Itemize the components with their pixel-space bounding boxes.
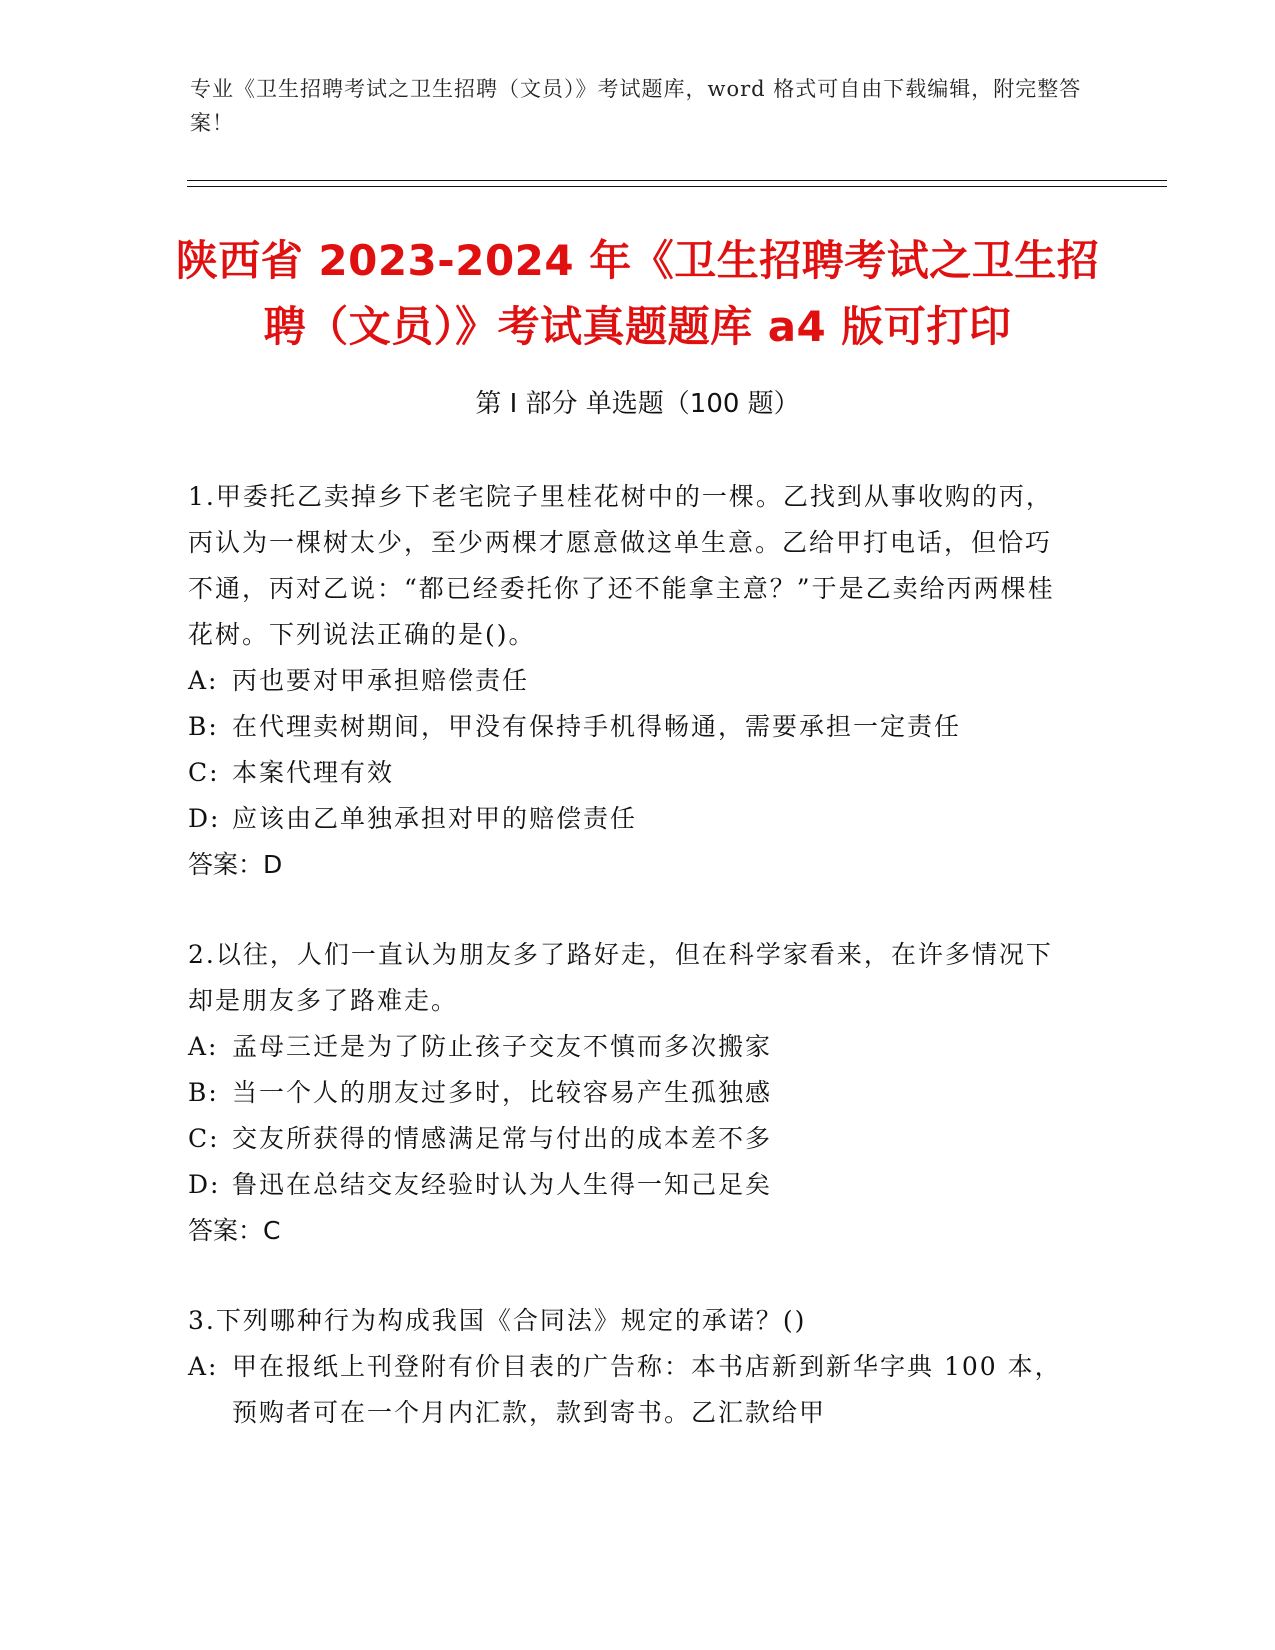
option-a [188, 658, 1078, 704]
section-heading: 第 I 部分 单选题（100 题） [475, 389, 800, 419]
option-key: C: [188, 1124, 220, 1153]
option-b [188, 1070, 1078, 1116]
question-3 [188, 1298, 1078, 1436]
option-key: B: [188, 1078, 219, 1107]
question-list [188, 474, 1078, 1480]
header-divider-bottom [187, 186, 1167, 187]
option-key: C: [188, 758, 220, 787]
option-text: 鲁迅在总结交友经验时认为人生得一知己足矣 [232, 1170, 773, 1199]
question-stem: 2.以往，人们一直认为朋友多了路好走，但在科学家看来，在许多情况下却是朋友多了路难走。 [188, 940, 1053, 1015]
option-key: D: [188, 804, 221, 833]
option-a [188, 1024, 1078, 1070]
option-key: B: [188, 712, 219, 741]
answer-line: 答案：C [188, 1216, 281, 1245]
option-b [188, 704, 1078, 750]
option-text: 丙也要对甲承担赔偿责任 [232, 666, 530, 695]
header-divider-top [187, 180, 1167, 181]
question-2 [188, 932, 1078, 1254]
option-c [188, 750, 1078, 796]
option-text: 孟母三迁是为了防止孩子交友不慎而多次搬家 [232, 1032, 773, 1061]
option-key: A: [188, 666, 219, 695]
option-text: 交友所获得的情感满足常与付出的成本差不多 [232, 1124, 773, 1153]
option-key: A: [188, 1032, 219, 1061]
option-text: 当一个人的朋友过多时，比较容易产生孤独感 [232, 1078, 773, 1107]
option-text: 应该由乙单独承担对甲的赔偿责任 [232, 804, 638, 833]
header-note: 专业《卫生招聘考试之卫生招聘（文员）》考试题库，word 格式可自由下载编辑，附完整答案！ [190, 77, 1082, 135]
option-text: 在代理卖树期间，甲没有保持手机得畅通，需要承担一定责任 [232, 712, 962, 741]
question-stem: 3.下列哪种行为构成我国《合同法》规定的承诺？() [188, 1306, 807, 1335]
option-a [188, 1344, 1078, 1436]
question-stem: 1.甲委托乙卖掉乡下老宅院子里桂花树中的一棵。乙找到从事收购的丙，丙认为一棵树太少，至少两棵才愿意做这单生意。乙给甲打电话，但恰巧不通，丙对乙说：“都已经委托你了还不能拿主意？”于是乙卖给丙两棵桂花树。下列说法正确的是()。 [188, 482, 1055, 649]
answer-line: 答案：D [188, 850, 283, 879]
option-d [188, 1162, 1078, 1208]
question-1 [188, 474, 1078, 888]
option-key: D: [188, 1170, 221, 1199]
option-text: 本案代理有效 [232, 758, 395, 787]
option-c [188, 1116, 1078, 1162]
document-title: 陕西省 2023-2024 年《卫生招聘考试之卫生招聘（文员）》考试真题题库 a4 版可打印 [175, 236, 1100, 351]
option-text: 甲在报纸上刊登附有价目表的广告称：本书店新到新华字典 100 本，预购者可在一个月内汇款，款到寄书。乙汇款给甲 [232, 1352, 1062, 1427]
option-d [188, 796, 1078, 842]
option-key: A: [188, 1352, 219, 1381]
